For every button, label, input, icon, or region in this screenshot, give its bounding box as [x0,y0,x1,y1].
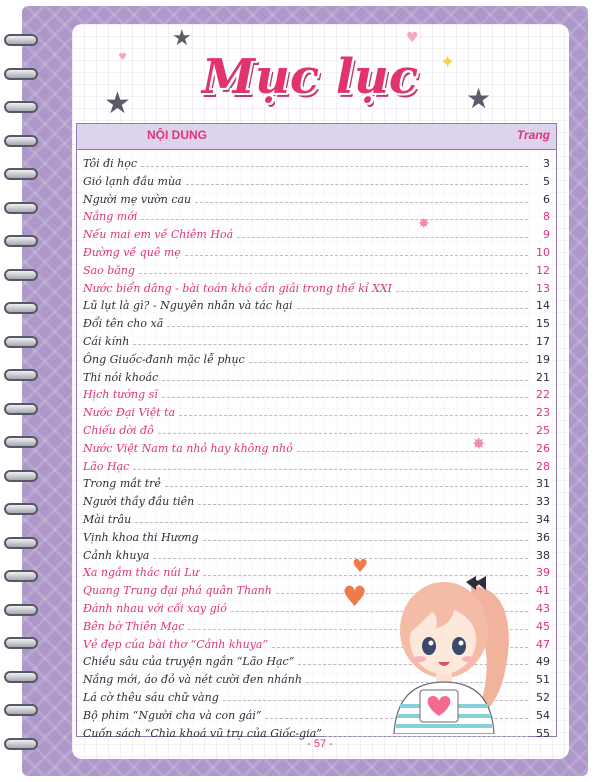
entry-page-number: 51 [536,673,550,687]
entry-page-number: 10 [536,246,550,259]
entry-title: Gió lạnh đầu mùa [83,174,182,188]
spiral-ring [4,202,38,214]
entry-page-number: 31 [536,477,550,491]
sparkle-icon: ✸ [418,216,430,232]
toc-entry[interactable] [83,223,550,241]
toc-entry[interactable] [83,205,550,223]
dotted-leader [185,255,528,256]
entry-page-number: 8 [543,210,550,224]
entry-title: Vẻ đẹp của bài thơ “Cảnh khuya” [83,637,269,651]
spiral-ring [4,269,38,281]
entry-page-number: 41 [536,584,550,598]
dotted-leader [396,291,528,292]
toc-entry[interactable] [83,544,550,562]
entry-title: Mài trâu [83,513,132,526]
entry-page-number: 22 [536,388,550,402]
spiral-ring [4,704,38,716]
spiral-ring [4,168,38,180]
dotted-leader [167,326,528,327]
dotted-leader [237,237,528,238]
dotted-leader [165,486,528,487]
spiral-ring [4,436,38,448]
toc-entry[interactable] [83,526,550,544]
entry-title: Nắng mới, áo đỏ và nét cười đen nhánh [83,673,302,687]
page-column-label: Trang [516,128,550,142]
entry-page-number: 38 [536,548,550,562]
spiral-binding [0,0,40,782]
toc-entry[interactable] [83,472,550,490]
entry-title: Sao băng [83,263,135,277]
entry-page-number: 5 [543,174,550,188]
entry-title: Hịch tướng sĩ [83,388,158,402]
sparkle-icon: ✸ [472,434,486,453]
entry-title: Bộ phim “Người cha và con gái” [83,708,262,722]
toc-header [77,124,556,150]
spiral-ring [4,671,38,683]
toc-entry[interactable] [83,312,550,330]
dotted-leader [186,184,528,185]
entry-title: Người mẹ vườn cau [83,192,192,206]
entry-page-number: 43 [536,602,550,615]
entry-title: Nước biển dâng - bài toán khó cần giải trong thế kỉ XXI [83,281,392,295]
entry-title: Người thầy đầu tiên [83,495,195,509]
sparkle-icon: ✦ [440,52,456,73]
heart-icon: ♥ [406,30,419,46]
dotted-leader [133,344,528,345]
spiral-ring [4,369,38,381]
toc-entry[interactable] [83,383,550,401]
entry-title: Nước Việt Nam ta nhỏ hay không nhỏ [83,441,293,455]
toc-entry[interactable] [83,401,550,419]
star-icon: ★ [466,82,492,115]
spiral-ring [4,34,38,46]
heart-icon: ♥ [352,556,369,577]
dotted-leader [135,522,528,523]
entry-page-number: 34 [536,513,550,526]
entry-page-number: 33 [536,495,550,509]
dotted-leader [162,397,528,398]
entry-title: Ông Giuốc-đanh mặc lễ phục [83,352,245,366]
toc-entry[interactable] [83,348,550,366]
entry-page-number: 17 [536,335,550,348]
entry-page-number: 52 [536,691,550,704]
entry-page-number: 49 [536,655,550,669]
entry-title: Đổi tên cho xã [83,317,164,331]
dotted-leader [139,273,528,274]
toc-entry[interactable] [83,366,550,384]
entry-page-number: 3 [543,157,550,170]
heart-icon: ♥ [342,580,368,613]
entry-page-number: 45 [536,619,550,633]
entry-title: Lão Hạc [83,459,130,473]
dotted-leader [198,504,528,505]
spiral-ring [4,101,38,113]
spiral-ring [4,336,38,348]
toc-entry[interactable] [83,508,550,526]
star-icon: ★ [172,26,192,51]
spiral-ring [4,68,38,80]
page-number: - 57 - [307,738,333,750]
entry-title: Cuốn sách “Chìa khoá vũ trụ của Giốc-gia” [83,726,322,740]
spiral-ring [4,570,38,582]
toc-entry[interactable] [83,490,550,508]
entry-title: Tôi đi học [83,157,138,170]
entry-title: Lũ lụt là gì? - Nguyên nhân và tác hại [83,299,293,313]
toc-entry[interactable] [83,170,550,188]
girl-illustration-icon [376,566,522,734]
entry-page-number: 54 [536,708,550,722]
entry-page-number: 13 [536,281,550,295]
dotted-leader [195,202,528,203]
toc-entry[interactable] [83,455,550,473]
dotted-leader [162,380,528,381]
entry-page-number: 19 [536,352,550,366]
entry-page-number: 15 [536,317,550,331]
content-column-label: NỘI DUNG [147,128,207,142]
heart-icon: ♥ [118,52,127,63]
dotted-leader [133,469,528,470]
dotted-leader [326,736,528,737]
toc-entry[interactable] [83,241,550,259]
entry-title: Thi nói khoác [83,370,159,384]
page-title: Mục lục [201,49,419,105]
spiral-ring [4,537,38,549]
entry-page-number: 39 [536,566,550,580]
entry-page-number: 12 [536,263,550,277]
toc-entry[interactable] [83,330,550,348]
entry-title: Nước Đại Việt ta [83,406,176,420]
entry-title: Đường về quê mẹ [83,246,181,259]
entry-title: Vịnh khoa thi Hương [83,530,199,544]
spiral-ring [4,403,38,415]
toc-entry[interactable] [83,152,550,170]
toc-entry[interactable] [83,294,550,312]
spiral-ring [4,503,38,515]
dotted-leader [153,558,528,559]
entry-page-number: 36 [536,530,550,544]
toc-entry[interactable] [83,188,550,206]
entry-page-number: 9 [543,228,550,242]
entry-page-number: 23 [536,406,550,420]
spiral-ring [4,135,38,147]
spiral-ring [4,738,38,750]
entry-page-number: 25 [536,424,550,437]
entry-title: Chiếu dời đô [83,424,154,437]
entry-title: Đánh nhau với cối xay gió [83,602,227,615]
entry-title: Cái kính [83,335,130,348]
spiral-ring [4,235,38,247]
entry-title: Nắng mới [83,210,138,224]
entry-title: Xa ngắm thác núi Lư [83,566,199,580]
dotted-leader [141,219,528,220]
spiral-ring [4,470,38,482]
entry-page-number: 28 [536,459,550,473]
entry-title: Lá cờ thêu sáu chữ vàng [83,691,219,704]
spiral-ring [4,604,38,616]
entry-title: Chiều sâu của truyện ngắn “Lão Hạc” [83,655,295,669]
entry-title: Cảnh khuya [83,548,150,562]
entry-title: Quang Trung đại phá quân Thanh [83,584,272,598]
star-icon: ★ [104,86,131,121]
spiral-ring [4,637,38,649]
entry-page-number: 14 [536,299,550,313]
toc-entry[interactable] [83,277,550,295]
dotted-leader [297,451,528,452]
entry-page-number: 26 [536,441,550,455]
entry-page-number: 6 [543,192,550,206]
dotted-leader [297,308,528,309]
dotted-leader [249,362,528,363]
entry-title: Nếu mai em về Chiêm Hoá [83,228,234,242]
dotted-leader [141,166,528,167]
entry-page-number: 55 [536,726,550,740]
entry-title: Bên bờ Thiên Mạc [83,619,185,633]
toc-entry[interactable] [83,259,550,277]
dotted-leader [203,540,529,541]
entry-title: Trong mắt trẻ [83,477,161,491]
spiral-ring [4,302,38,314]
entry-page-number: 47 [536,637,550,651]
entry-page-number: 21 [536,370,550,384]
dotted-leader [179,415,528,416]
